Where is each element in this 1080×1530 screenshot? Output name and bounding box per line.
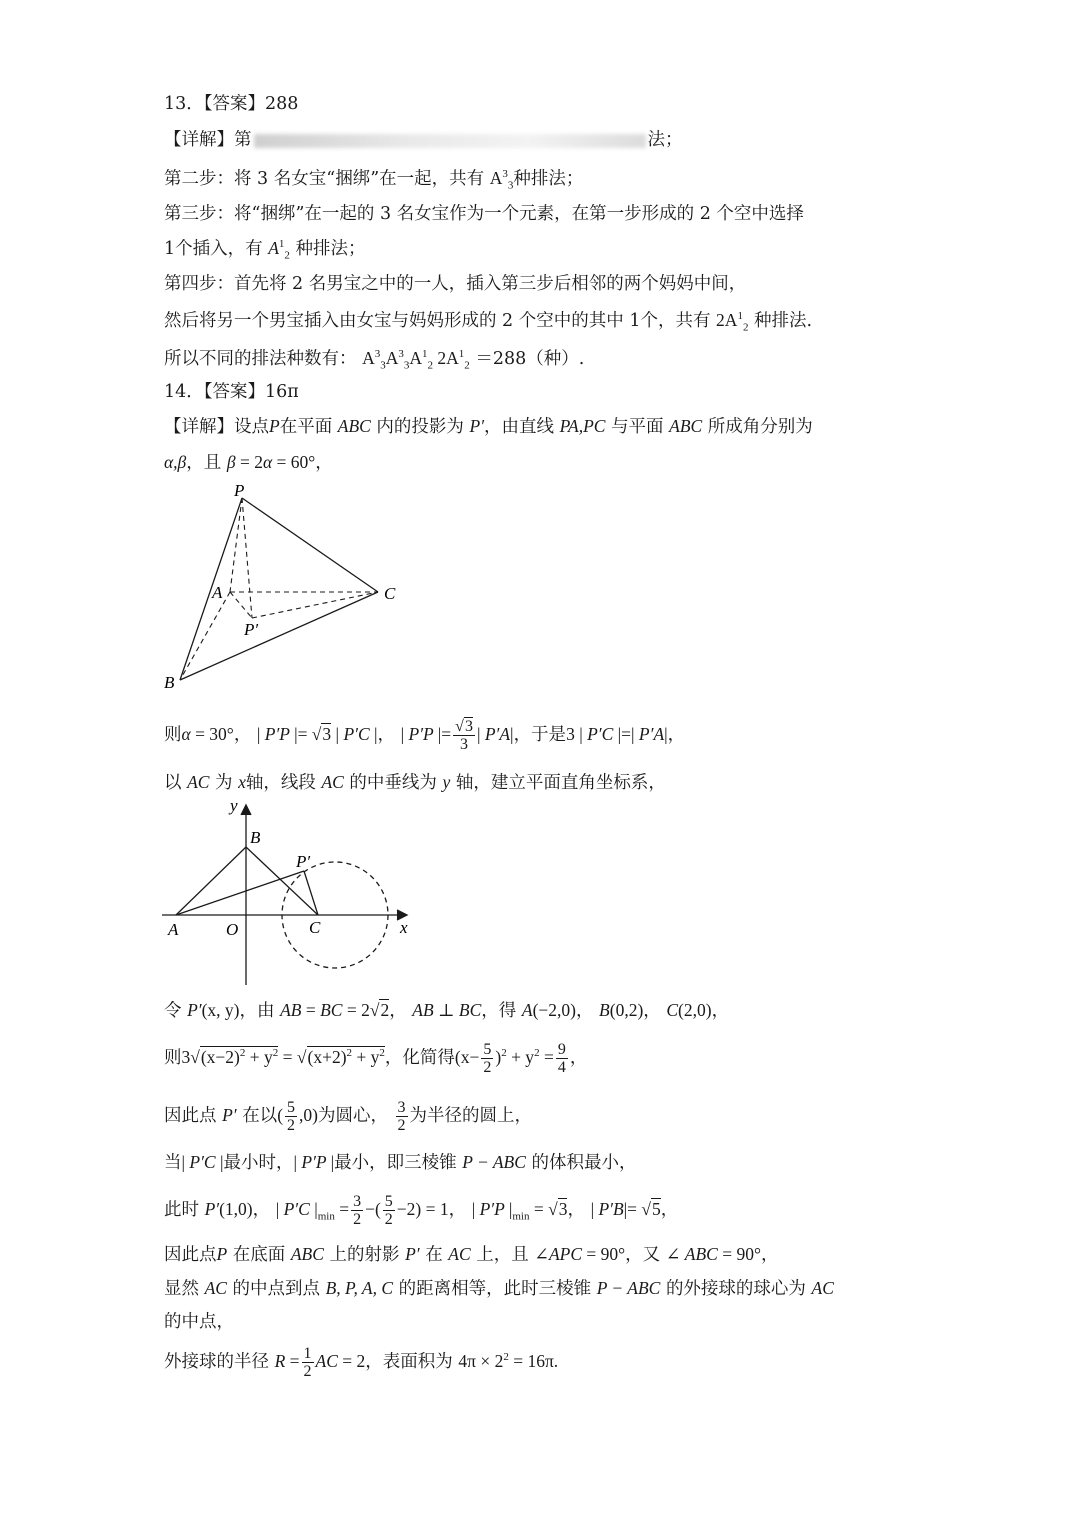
edge-PA bbox=[230, 498, 242, 592]
q13-step4-line2: 然后将另一个男宝插入由女宝与妈妈形成的 2 个空中的其中 1个，共有 $2A^1_2$ 种排法. bbox=[164, 310, 813, 334]
q14-line10: 因此点P 在底面 ABC 上的射影 P′ 在 AC 上，且 ∠APC = 90°，又 ∠ ABC = 90°， bbox=[164, 1244, 779, 1265]
q14-line8: 当| P′C |最小时，| P′P |最小，即三棱锥 P − ABC 的体积最小， bbox=[164, 1152, 637, 1173]
q13-detail-line bbox=[164, 128, 683, 152]
q13-detail-end: 法； bbox=[647, 130, 683, 150]
label-C: C bbox=[309, 918, 321, 937]
label-A: A bbox=[212, 583, 223, 602]
edge-PPp bbox=[242, 498, 252, 618]
q14-line6: 则$3√(x-2)^2 + y^2 = √(x+2)^2 + y^2$，化简得(x− $\frac{5}{2}$ )$^2 + y^2$ = $\frac{9}{4}$ ， bbox=[164, 1041, 588, 1076]
edge-PB bbox=[180, 498, 242, 680]
q14-line9: 此时 P′(1,0)， | P′C $|_{min}$ = $\frac{3}{2}$ −( $\frac{5}{2}$ −2) = 1， | P′P $|_{min} = √3$， | P′B|= √5， bbox=[164, 1193, 679, 1228]
blurred-region bbox=[254, 134, 646, 148]
segment-APp bbox=[176, 871, 304, 915]
label-O: O bbox=[226, 920, 239, 939]
q13-step3-line1: 第三步：将“捆绑”在一起的 3 名女宝作为一个元素，在第一步形成的 2 个空中选择 bbox=[164, 204, 804, 224]
q14-line2: α,β，且 β = 2α = 60°， bbox=[164, 452, 333, 473]
q14-line13: 外接球的半径 R = $\frac{1}{2}$ AC = 2，表面积为 $4\pi \times 2^2 = 16\pi$. bbox=[164, 1345, 559, 1380]
label-y: y bbox=[230, 796, 238, 815]
q14-line1: 【详解】设点P在平面 ABC 内的投影为 P′，由直线 PA,PC 与平面 ABC 所成角分别为 bbox=[164, 416, 813, 437]
q13-step3-line2: 1个插入，有 $A^1_2$ 种排法； bbox=[164, 238, 366, 262]
tetrahedron-figure bbox=[160, 480, 410, 695]
label-x: x bbox=[400, 918, 408, 937]
q14-line7: 因此点 P′ 在以( $\frac{5}{2}$ ,0)为圆心， $\frac{3}{2}$ 为半径的圆上， bbox=[164, 1099, 533, 1134]
edge-APp bbox=[230, 592, 252, 618]
q13-heading: 13．【答案】288 bbox=[164, 94, 299, 114]
q13-step4-line1: 第四步：首先将 2 名男宝之中的一人，插入第三步后相邻的两个妈妈中间， bbox=[164, 274, 747, 294]
segment-AB bbox=[176, 847, 246, 915]
q14-line12: 的中点， bbox=[164, 1312, 234, 1332]
q13-step2: 第二步：将 3 名女宝“捆绑”在一起，共有 $A^3_3$种排法； bbox=[164, 168, 584, 192]
q13-detail-start: 【详解】第 bbox=[164, 130, 252, 150]
label-B: B bbox=[250, 828, 261, 847]
edge-PC bbox=[242, 498, 378, 592]
edge-PpC bbox=[252, 592, 378, 618]
q14-line11: 显然 AC 的中点到点 B, P, A, C 的距离相等，此时三棱锥 P − ABC 的外接球的球心为 AC bbox=[164, 1278, 834, 1299]
coordinate-figure bbox=[150, 795, 430, 990]
label-Pp: P′ bbox=[244, 620, 259, 639]
label-A: A bbox=[168, 920, 179, 939]
q13-total: 所以不同的排法种数有： $A^3_3A^3_3A^1_2$ $2A^1_2 =288$（种）. bbox=[164, 348, 585, 372]
q14-line3: 则α = 30°， | P′P |= √3 | P′C |， | P′P |= $\frac{√3}{3}$ | P′A|，于是3 | P′C |=| P′A|， bbox=[164, 718, 686, 753]
q14-line5: 令 P′(x, y)，由 AB = BC = 2√2， AB ⊥ BC，得 A(−2,0)， B(0,2)， C(2,0)， bbox=[164, 1000, 730, 1021]
y-axis-arrow bbox=[241, 805, 251, 815]
label-C: C bbox=[384, 584, 396, 603]
edge-BC bbox=[180, 592, 378, 680]
label-P: P bbox=[234, 481, 245, 500]
q14-heading: 14．【答案】16π bbox=[164, 382, 299, 402]
q14-line4: 以 AC 为 x轴，线段 AC 的中垂线为 y 轴，建立平面直角坐标系， bbox=[164, 772, 666, 793]
label-Pp: P′ bbox=[296, 852, 311, 871]
label-B: B bbox=[164, 673, 175, 692]
